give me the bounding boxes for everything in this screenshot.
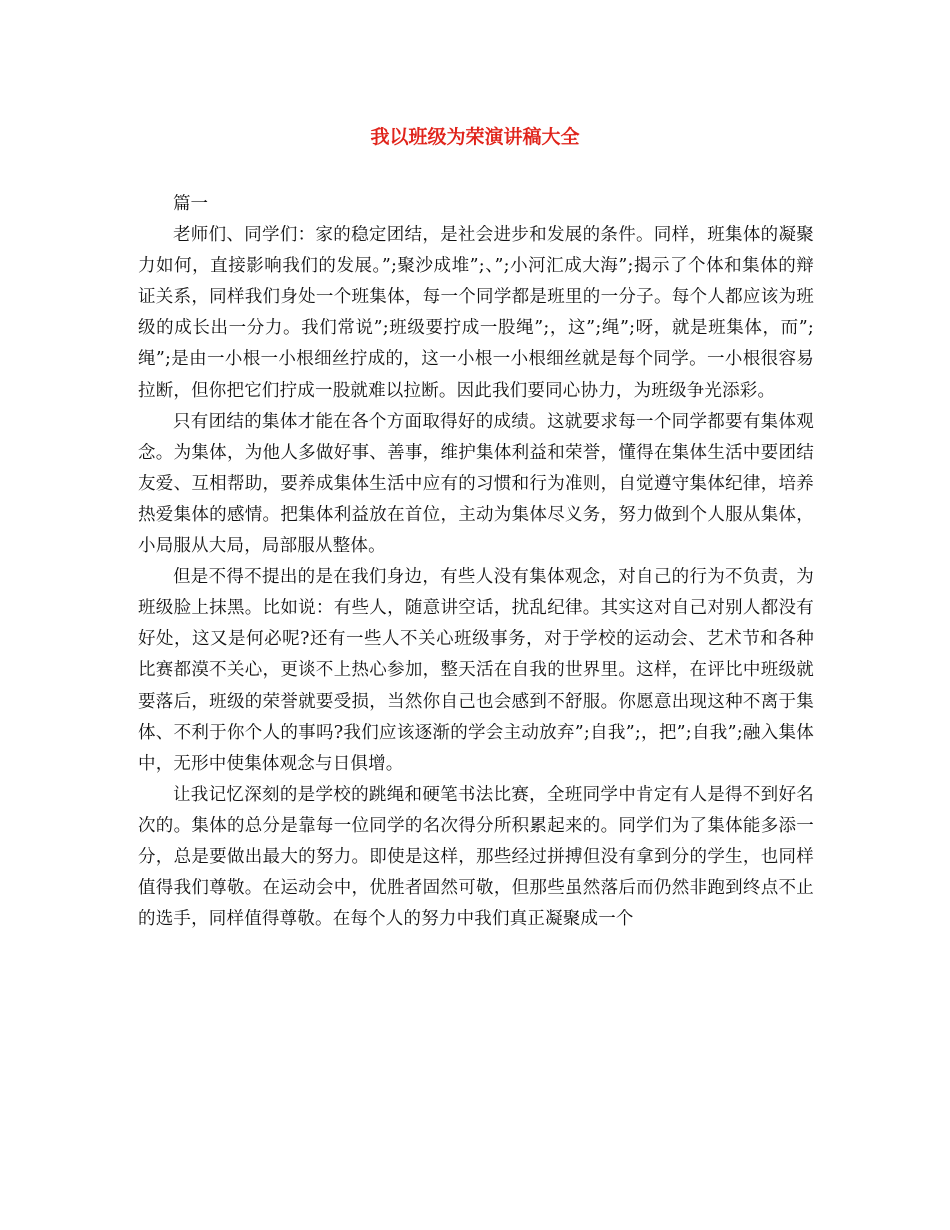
paragraph-2: 只有团结的集体才能在各个方面取得好的成绩。这就要求每一个同学都要有集体观念。为集体，为他人多做好事、善事，维护集体利益和荣誉，懂得在集体生活中要团结友爱、互相帮助，要养成集体生活中应有的习惯和行为准则，自觉遵守集体纪律，培养热爱集体的感情。把集体利益放在首位，主动为集体尽义务，努力做到个人服从集体，小局服从大局，局部服从整体。 bbox=[138, 411, 814, 557]
paragraph-3: 但是不得不提出的是在我们身边，有些人没有集体观念，对自己的行为不负责，为班级脸上抹黑。比如说：有些人，随意讲空话，扰乱纪律。其实这对自己对别人都没有好处，这又是何必呢?还有一些人不关心班级事务，对于学校的运动会、艺术节和各种比赛都漠不关心，更谈不上热心参加，整天活在自我的世界里。这样，在评比中班级就要落后，班级的荣誉就要受损，当然你自己也会感到不舒服。你愿意出现这种不离于集体、不利于你个人的事吗?我们应该逐渐的学会主动放弃”;自我”;，把”;自我”;融入集体中，无形中使集体观念与日俱增。 bbox=[138, 567, 814, 774]
section-label: 篇一 bbox=[173, 194, 208, 214]
document-body bbox=[138, 189, 814, 935]
paragraph-1: 老师们、同学们：家的稳定团结，是社会进步和发展的条件。同样，班集体的凝聚力如何，直接影响我们的发展。”;聚沙成堆”;、”;小河汇成大海”;揭示了个体和集体的辩证关系，同样我们身处一个班集体，每一个同学都是班里的一分子。每个人都应该为班级的成长出一分力。我们常说”;班级要拧成一股绳”;，这”;绳”;呀，就是班集体，而”;绳”;是由一小根一小根细丝拧成的，这一小根一小根细丝就是每个同学。一小根很容易拉断，但你把它们拧成一股就难以拉断。因此我们要同心协力，为班级争光添彩。 bbox=[138, 225, 814, 401]
document-title: 我以班级为荣演讲稿大全 bbox=[370, 126, 580, 148]
paragraph-4: 让我记忆深刻的是学校的跳绳和硬笔书法比赛，全班同学中肯定有人是得不到好名次的。集体的总分是靠每一位同学的名次得分所积累起来的。同学们为了集体能多添一分，总是要做出最大的努力。即使是这样，那些经过拼搏但没有拿到分的学生，也同样值得我们尊敬。在运动会中，优胜者固然可敬，但那些虽然落后而仍然非跑到终点不止的选手，同样值得尊敬。在每个人的努力中我们真正凝聚成一个 bbox=[138, 784, 814, 930]
